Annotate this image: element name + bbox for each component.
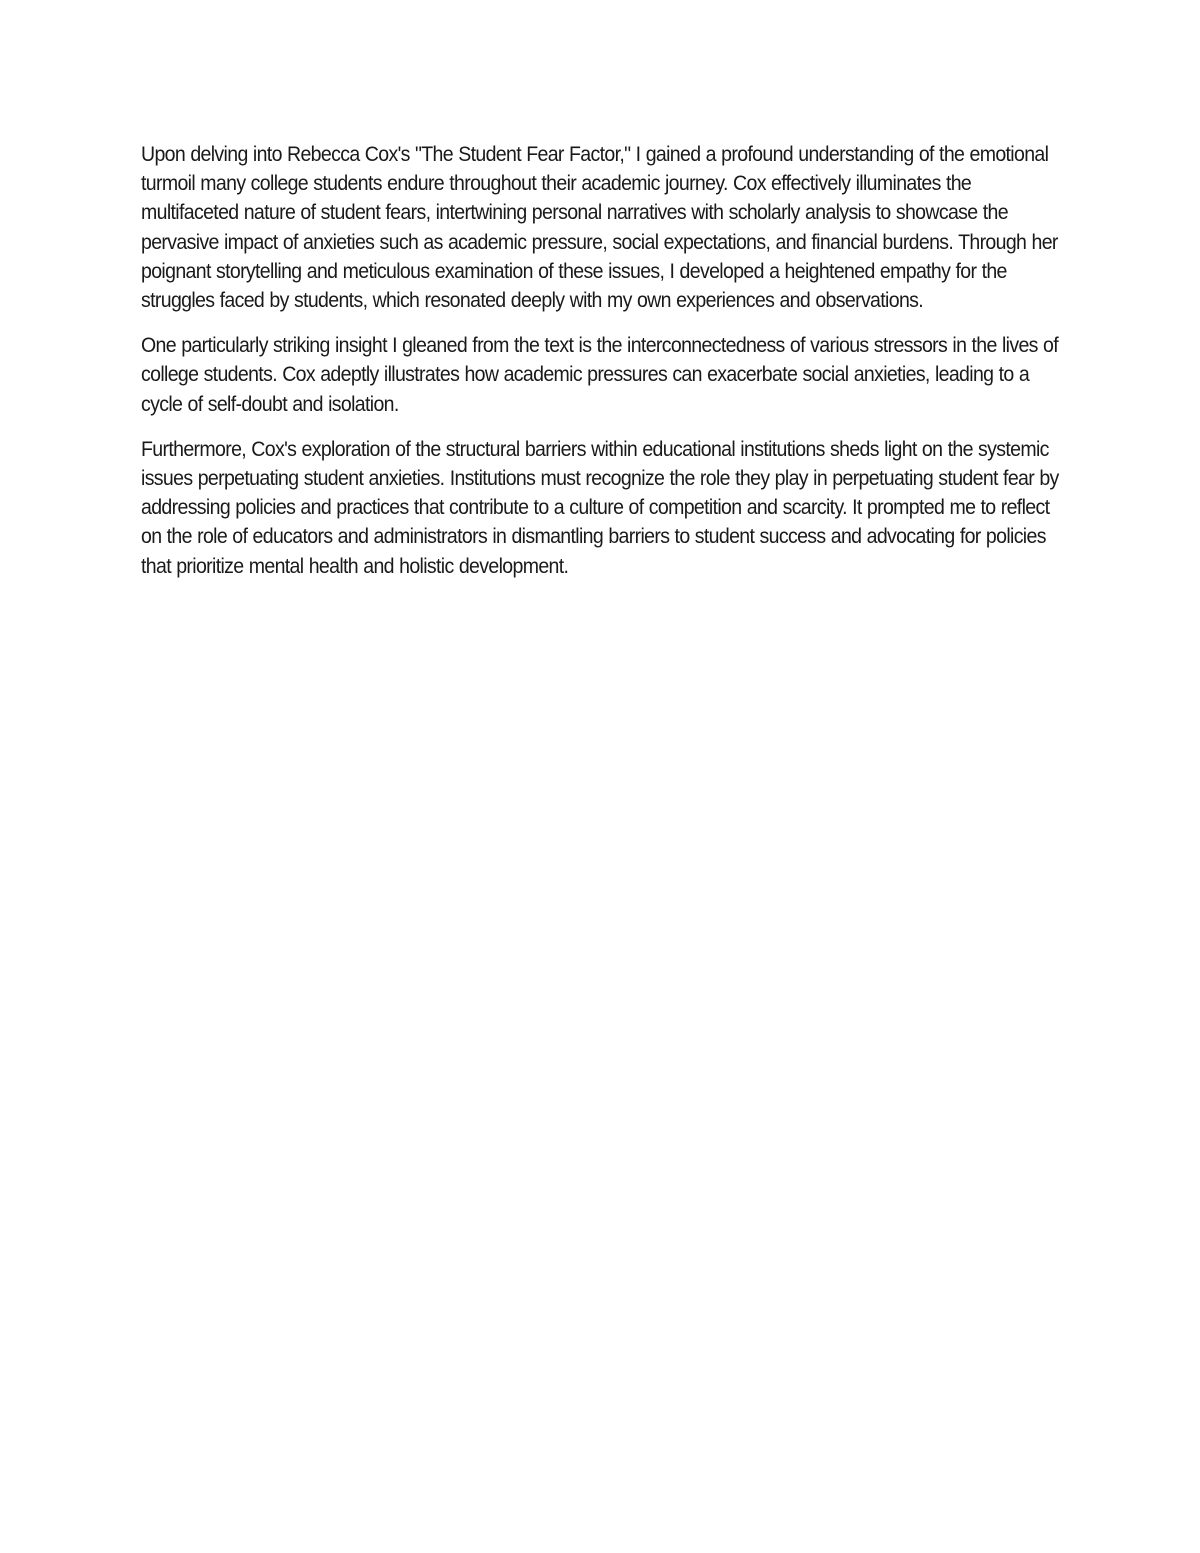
- document-body: [141, 140, 1059, 597]
- paragraph-2: One particularly striking insight I gleaned from the text is the interconnectedness of various stressors in the lives of college students. Cox adeptly illustrates how academic pressures can exacerbate social anxieties, leading to a cycle of self-doubt and isolation.: [141, 334, 1058, 416]
- paragraph-1: Upon delving into Rebecca Cox's "The Student Fear Factor," I gained a profound understanding of the emotional turmoil many college students endure throughout their academic journey. Cox effectively illuminates the multifaceted nature of student fears, intertwining personal narratives with scholarly analysis to showcase the pervasive impact of anxieties such as academic pressure, social expectations, and financial burdens. Through her poignant storytelling and meticulous examination of these issues, I developed a heightened empathy for the struggles faced by students, which resonated deeply with my own experiences and observations.: [141, 143, 1058, 313]
- paragraph-3: Furthermore, Cox's exploration of the structural barriers within educational institutions sheds light on the systemic issues perpetuating student anxieties. Institutions must recognize the role they play in perpetuating student fear by addressing policies and practices that contribute to a culture of competition and scarcity. It prompted me to reflect on the role of educators and administrators in dismantling barriers to student success and advocating for policies that prioritize mental health and holistic development.: [141, 437, 1059, 578]
